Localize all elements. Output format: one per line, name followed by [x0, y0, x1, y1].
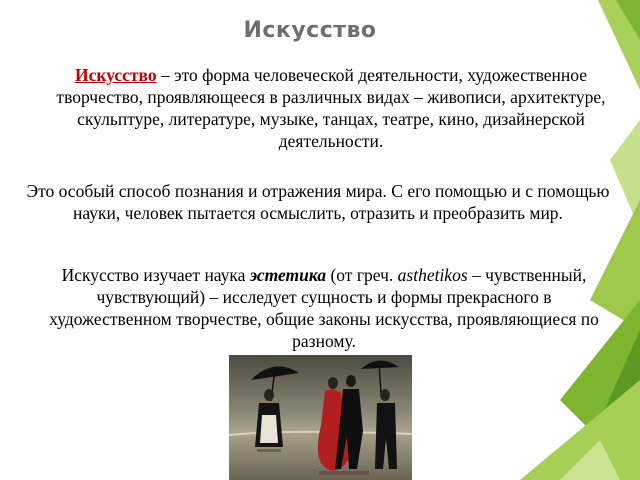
term-link-iskusstvo[interactable]: Искусство	[74, 65, 157, 85]
greek-word: asthetikos	[397, 265, 468, 285]
aesthetics-text-after: – чувственный, чувствующий) – исследует сущность и формы прекрасного в художественном творчестве, общие законы искусства, проявляющиеся по разному.	[49, 265, 599, 351]
painting-dancers-umbrella-icon	[229, 355, 412, 480]
definition-text: – это форма человеческой деятельности, художественное творчество, проявляющееся в различных видах – живописи, архитектуре, скульптуре, литературе, музыке, танцах, театре, кино, дизайнерской деятельности.	[56, 65, 606, 151]
cognition-paragraph: Это особый способ познания и отражения мира. С его помощью и с помощью науки, человек пытается осмыслить, отразить и преобразить мир.	[26, 181, 610, 223]
definition-paragraph	[56, 64, 606, 152]
painting-image	[229, 355, 412, 480]
aesthetics-paragraph	[44, 264, 604, 352]
aesthetics-text-middle: (от греч.	[326, 265, 398, 285]
term-estetika: эстетика	[249, 265, 327, 285]
slide-title: Искусство	[243, 18, 377, 43]
aesthetics-text-before: Искусство изучает наука	[61, 265, 250, 285]
